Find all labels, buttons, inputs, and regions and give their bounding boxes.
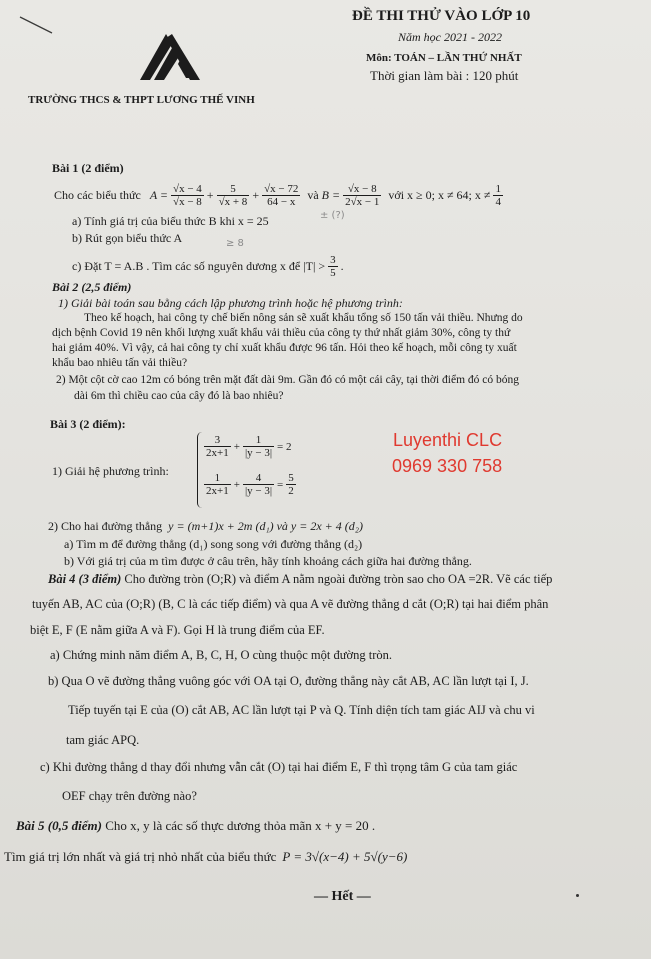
bai2-title: Bài 2 (2,5 điểm) bbox=[52, 280, 132, 294]
bai4-line1 bbox=[48, 572, 552, 587]
bai2-q2b: dài 6m thì chiều cao của cây đó là bao nhiêu? bbox=[74, 390, 284, 402]
fraction: $\frac{√x - 72}{64 - x}$ bbox=[264, 182, 299, 208]
bai1-title: Bài 1 (2 điểm) bbox=[52, 161, 124, 175]
bai3-q2: 2) Cho hai đường thẳng bbox=[48, 519, 163, 533]
dot bbox=[576, 894, 579, 897]
subject: Môn: TOÁN – LẦN THỨ NHẤT bbox=[366, 52, 522, 64]
bai1-a: a) Tính giá trị của biểu thức B khi x = 25 bbox=[72, 214, 269, 228]
bai4-l2: tuyến AB, AC của (O;R) (B, C là các tiếp điểm) và qua A vẽ đường thẳng d cắt (O;R) tại hai điểm phân bbox=[32, 597, 549, 611]
bai1-c-row: c) Đặt T = A.B . Tìm các số nguyên dương x để |T| > $\frac{3}{5}$ . bbox=[72, 254, 344, 279]
bai1-b: b) Rút gọn biểu thức A bbox=[72, 231, 183, 245]
system-brace bbox=[197, 432, 202, 508]
fraction: $\frac{1}{4}$ bbox=[495, 182, 501, 208]
fraction: $\frac{√x - 8}{2√x - 1}$ bbox=[345, 182, 380, 208]
bai5-l2: Tìm giá trị lớn nhất và giá trị nhỏ nhất của biểu thức bbox=[4, 849, 277, 864]
bai5-line2 bbox=[4, 849, 407, 865]
bai1-expressions: Cho các biểu thức A = $\frac{√x - 4}{√x - 8}$ + $\frac{5}{√x + 8}$ + $\frac{√x - 72}{64 - x}$ và B = $\frac{√x - 8}{2√x - 1}$ với x ≥ 0; x ≠ 64; x ≠ $\frac{1}{4}$ bbox=[54, 182, 501, 208]
system-eq-2: $\frac{1}{2x+1}$ + $\frac{4}{|y - 3|}$ = $\frac{5}{2}$ bbox=[206, 472, 294, 497]
bai3-b: b) Với giá trị của m tìm được ở câu trên, hãy tính khoảng cách giữa hai đường thẳng. bbox=[64, 554, 472, 568]
watermark-line2: 0969 330 758 bbox=[392, 456, 503, 476]
bai2-p4: khẩu bao nhiêu tấn vải thiều? bbox=[52, 357, 188, 369]
duration: Thời gian làm bài : 120 phút bbox=[370, 68, 519, 83]
bai5-title: Bài 5 (0,5 điểm) bbox=[16, 818, 102, 833]
school-logo-icon bbox=[132, 30, 204, 88]
bai1-c: c) Đặt T = A.B . Tìm các số nguyên dương x để |T| > bbox=[72, 259, 326, 273]
fraction: $\frac{√x - 4}{√x - 8}$ bbox=[173, 182, 202, 208]
bai4-title: Bài 4 (3 điểm) bbox=[48, 572, 122, 586]
bai1-intro: Cho các biểu thức bbox=[54, 187, 141, 202]
bai5-expr: P = 3√(x−4) + 5√(y−6) bbox=[282, 849, 408, 864]
system-eq-1: $\frac{3}{2x+1}$ + $\frac{1}{|y - 3|}$ = 2 bbox=[206, 434, 292, 459]
bai4-l1: Cho đường tròn (O;R) và điểm A nằm ngoài đường tròn sao cho OA =2R. Vẽ các tiếp bbox=[124, 572, 553, 586]
bai4-c1: c) Khi đường thẳng d thay đổi nhưng vẫn cắt (O) tại hai điểm E, F thì trọng tâm G của tam giác bbox=[40, 760, 518, 774]
bai4-b1: b) Qua O vẽ đường thẳng vuông góc với OA tại O, đường thẳng này cắt AB, AC lần lượt tại I, J. bbox=[48, 674, 529, 688]
school-year: Năm học 2021 - 2022 bbox=[398, 30, 502, 44]
bai4-l3: biệt E, F (E nằm giữa A và F). Gọi H là trung điểm của EF. bbox=[30, 623, 325, 637]
bai5-l1: Cho x, y là các số thực dương thỏa mãn x + y = 20 . bbox=[105, 818, 376, 833]
bai5-line1 bbox=[16, 818, 375, 834]
fraction: $\frac{3}{5}$ bbox=[330, 254, 336, 279]
bai2-q1: 1) Giải bài toán sau bằng cách lập phương trình hoặc hệ phương trình: bbox=[58, 296, 403, 310]
bai3-q2-row bbox=[48, 519, 363, 534]
pen-mark bbox=[18, 14, 58, 36]
bai2-p1: Theo kế hoạch, hai công ty chế biến nông sản sẽ xuất khẩu tổng số 150 tấn vải thiều. Nhưng do bbox=[84, 312, 523, 324]
bai4-c2: OEF chạy trên đường nào? bbox=[62, 789, 197, 803]
bai2-p3: hai giảm 40%. Vì vậy, cả hai công ty chỉ xuất khẩu được 96 tấn. Hỏi theo kế hoạch, mỗi công ty xuất bbox=[52, 342, 517, 354]
watermark-line1: Luyenthi CLC bbox=[393, 430, 503, 450]
bai1-conditions: với x ≥ 0; x ≠ 64; x ≠ bbox=[388, 187, 491, 202]
pencil-note: ± (?) bbox=[320, 210, 345, 221]
bai4-b3: tam giác APQ. bbox=[66, 733, 140, 747]
fraction: $\frac{5}{√x + 8}$ bbox=[218, 182, 248, 208]
bai3-q1: 1) Giải hệ phương trình: bbox=[52, 464, 169, 478]
bai3-q2-lines: y = (m+1)x + 2m (d₁) và y = 2x + 4 (d₂) bbox=[168, 519, 363, 533]
exam-title: ĐỀ THI THỬ VÀO LỚP 10 bbox=[352, 8, 531, 24]
bai3-a: a) Tìm m để đường thẳng (d₁) song song với đường thẳng (d₂) bbox=[64, 537, 363, 551]
bai4-a: a) Chứng minh năm điểm A, B, C, H, O cùng thuộc một đường tròn. bbox=[50, 648, 393, 662]
end-mark: — Hết — bbox=[314, 889, 371, 904]
bai2-p2: dịch bệnh Covid 19 nên khối lượng xuất khẩu vải thiều của công ty thứ nhất giảm 30%, công ty thứ bbox=[52, 327, 511, 339]
bai4-b2: Tiếp tuyến tại E của (O) cắt AB, AC lần lượt tại P và Q. Tính diện tích tam giác AIJ và chu vi bbox=[68, 703, 535, 717]
bai2-q2a: 2) Một cột cờ cao 12m có bóng trên mặt đất dài 9m. Gần đó có một cái cây, tại thời điểm đó có bóng bbox=[56, 374, 519, 386]
pencil-note: ≥ 8 bbox=[226, 238, 244, 249]
bai3-title: Bài 3 (2 điểm): bbox=[50, 417, 126, 431]
expr-a-label: A = bbox=[149, 187, 169, 202]
school-name: TRƯỜNG THCS & THPT LƯƠNG THẾ VINH bbox=[28, 94, 255, 106]
